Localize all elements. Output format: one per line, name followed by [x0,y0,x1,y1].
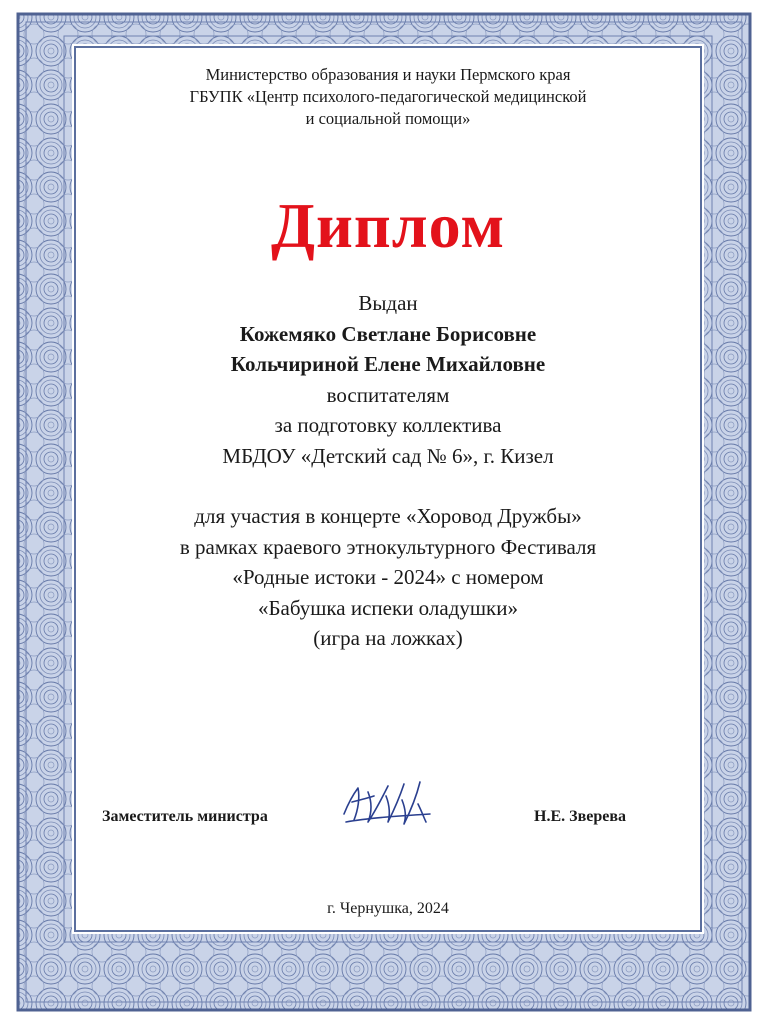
event-line-2: в рамках краевого этнокультурного Фестиваля [179,534,597,559]
recipient-role: воспитателям [326,382,450,407]
event-line-5: (игра на ложках) [313,626,463,650]
event-line-3: «Родные истоки - 2024» с номером [232,565,544,589]
issued-to-label: Выдан [358,291,418,315]
signer-position: Заместитель министра [102,808,268,825]
diploma-content-area [74,46,702,932]
recipient-name-1: Кожемяко Светлане Борисовне [239,321,537,346]
organization-line-3: и социальной помощи» [305,109,471,128]
reason-line-1: за подготовку коллектива [274,413,502,437]
issuing-organization [76,64,700,130]
recipient-name-2: Кольчириной Елене Михайловне [230,352,546,376]
organization-line-2: ГБУПК «Центр психолого-педагогической медицинской [189,87,587,106]
diploma-body [76,288,700,654]
signature-icon [338,770,438,830]
spacer [76,471,700,501]
signature-row [76,800,700,836]
signer-name: Н.Е. Зверева [534,808,626,825]
event-line-4: «Бабушка испеки оладушки» [257,595,519,620]
reason-line-2: МБДОУ «Детский сад № 6», г. Кизел [222,443,554,468]
diploma-title: Диплом [270,190,506,261]
place-and-date: г. Чернушка, 2024 [327,900,449,917]
event-line-1: для участия в концерте «Хоровод Дружбы» [194,504,582,528]
organization-line-1: Министерство образования и науки Пермского края [205,65,571,84]
